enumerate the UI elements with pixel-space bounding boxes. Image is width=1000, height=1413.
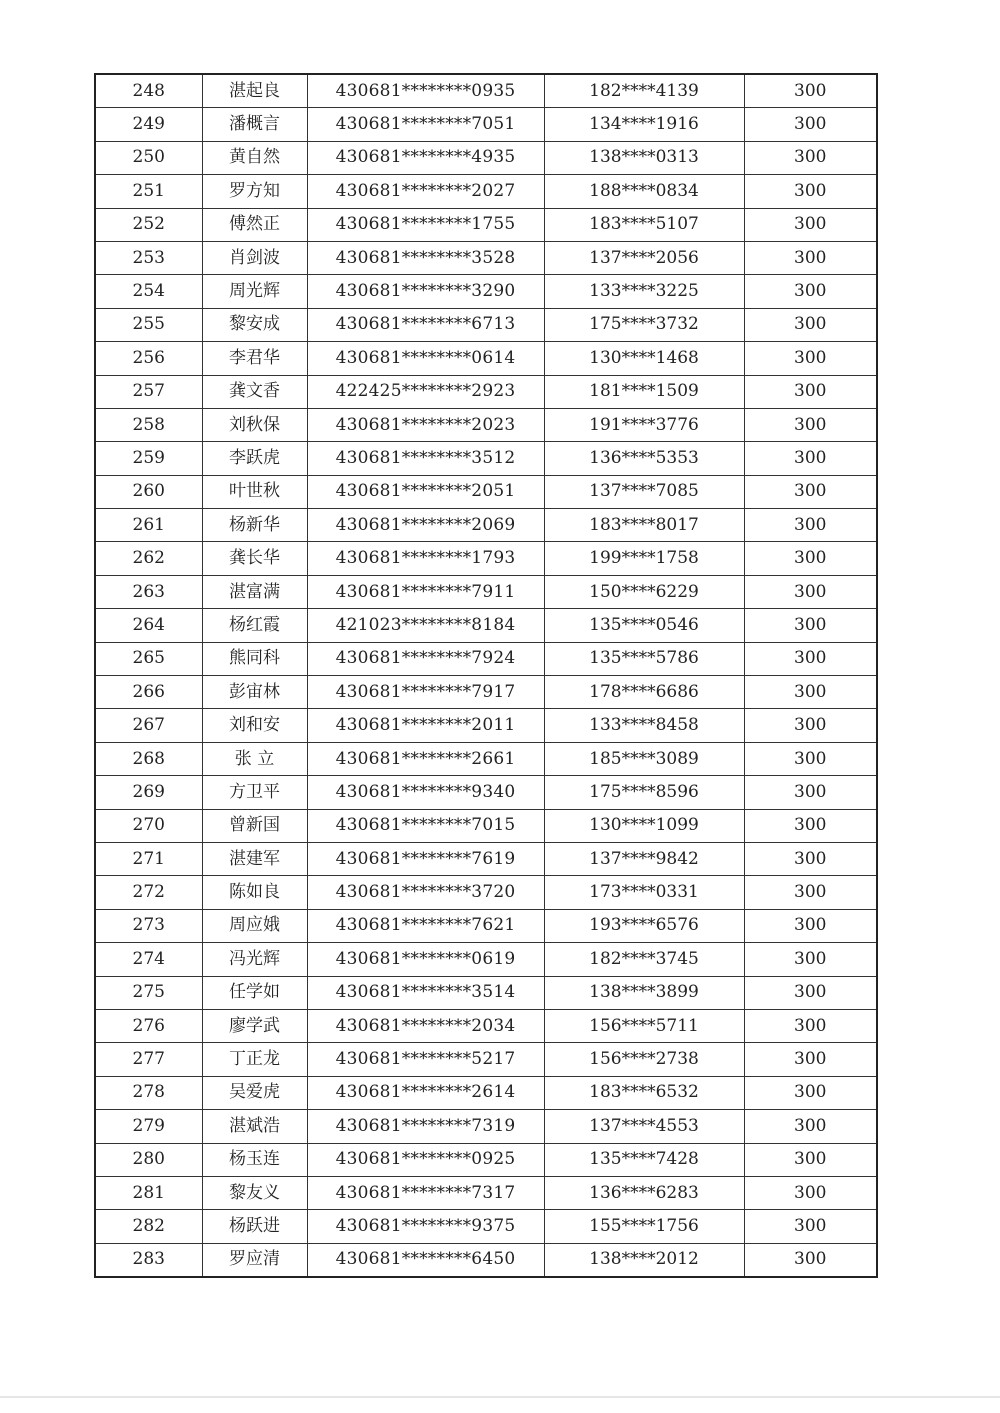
id-number-cell: 430681********3290 xyxy=(307,275,544,308)
amount-cell: 300 xyxy=(744,1110,877,1143)
id-number-cell: 430681********7317 xyxy=(307,1176,544,1209)
phone-cell: 199****1758 xyxy=(544,542,744,575)
id-number-cell: 430681********3528 xyxy=(307,241,544,274)
id-number-cell: 430681********9340 xyxy=(307,776,544,809)
table-row xyxy=(95,742,877,775)
id-number-cell: 430681********7015 xyxy=(307,809,544,842)
name-cell: 熊同科 xyxy=(202,642,307,675)
name-cell: 方卫平 xyxy=(202,776,307,809)
name-cell: 曾新国 xyxy=(202,809,307,842)
amount-cell: 300 xyxy=(744,408,877,441)
phone-cell: 137****2056 xyxy=(544,241,744,274)
phone-cell: 185****3089 xyxy=(544,742,744,775)
row-number-cell: 275 xyxy=(95,976,202,1009)
row-number-cell: 272 xyxy=(95,876,202,909)
row-number-cell: 267 xyxy=(95,709,202,742)
amount-cell: 300 xyxy=(744,1043,877,1076)
table-row xyxy=(95,609,877,642)
name-cell: 龚长华 xyxy=(202,542,307,575)
id-number-cell: 421023********8184 xyxy=(307,609,544,642)
table-row xyxy=(95,542,877,575)
amount-cell: 300 xyxy=(744,976,877,1009)
id-number-cell: 422425********2923 xyxy=(307,375,544,408)
row-number-cell: 254 xyxy=(95,275,202,308)
id-number-cell: 430681********9375 xyxy=(307,1210,544,1243)
table-row xyxy=(95,976,877,1009)
phone-cell: 193****6576 xyxy=(544,909,744,942)
name-cell: 刘秋保 xyxy=(202,408,307,441)
row-number-cell: 271 xyxy=(95,842,202,875)
table-row xyxy=(95,1176,877,1209)
name-cell: 湛富满 xyxy=(202,575,307,608)
phone-cell: 175****3732 xyxy=(544,308,744,341)
amount-cell: 300 xyxy=(744,308,877,341)
amount-cell: 300 xyxy=(744,542,877,575)
amount-cell: 300 xyxy=(744,1243,877,1277)
phone-cell: 183****8017 xyxy=(544,509,744,542)
subsidy-roster-table xyxy=(94,73,878,1278)
phone-cell: 133****8458 xyxy=(544,709,744,742)
name-cell: 冯光辉 xyxy=(202,943,307,976)
name-cell: 周应娥 xyxy=(202,909,307,942)
row-number-cell: 264 xyxy=(95,609,202,642)
table-row xyxy=(95,1243,877,1277)
amount-cell: 300 xyxy=(744,108,877,141)
amount-cell: 300 xyxy=(744,175,877,208)
row-number-cell: 280 xyxy=(95,1143,202,1176)
amount-cell: 300 xyxy=(744,342,877,375)
id-number-cell: 430681********0614 xyxy=(307,342,544,375)
amount-cell: 300 xyxy=(744,676,877,709)
phone-cell: 135****0546 xyxy=(544,609,744,642)
table-row xyxy=(95,809,877,842)
row-number-cell: 279 xyxy=(95,1110,202,1143)
amount-cell: 300 xyxy=(744,742,877,775)
name-cell: 傅然正 xyxy=(202,208,307,241)
amount-cell: 300 xyxy=(744,1009,877,1042)
phone-cell: 137****4553 xyxy=(544,1110,744,1143)
phone-cell: 138****2012 xyxy=(544,1243,744,1277)
phone-cell: 130****1468 xyxy=(544,342,744,375)
amount-cell: 300 xyxy=(744,776,877,809)
id-number-cell: 430681********5217 xyxy=(307,1043,544,1076)
id-number-cell: 430681********2051 xyxy=(307,475,544,508)
row-number-cell: 261 xyxy=(95,509,202,542)
name-cell: 罗方知 xyxy=(202,175,307,208)
phone-cell: 182****3745 xyxy=(544,943,744,976)
phone-cell: 183****6532 xyxy=(544,1076,744,1109)
row-number-cell: 257 xyxy=(95,375,202,408)
row-number-cell: 283 xyxy=(95,1243,202,1277)
table-row xyxy=(95,108,877,141)
name-cell: 李跃虎 xyxy=(202,442,307,475)
row-number-cell: 260 xyxy=(95,475,202,508)
table-row xyxy=(95,74,877,108)
amount-cell: 300 xyxy=(744,943,877,976)
amount-cell: 300 xyxy=(744,809,877,842)
table-row xyxy=(95,1210,877,1243)
id-number-cell: 430681********7619 xyxy=(307,842,544,875)
id-number-cell: 430681********2027 xyxy=(307,175,544,208)
table-row xyxy=(95,842,877,875)
phone-cell: 188****0834 xyxy=(544,175,744,208)
id-number-cell: 430681********0619 xyxy=(307,943,544,976)
name-cell: 陈如良 xyxy=(202,876,307,909)
phone-cell: 156****5711 xyxy=(544,1009,744,1042)
id-number-cell: 430681********1793 xyxy=(307,542,544,575)
row-number-cell: 278 xyxy=(95,1076,202,1109)
name-cell: 任学如 xyxy=(202,976,307,1009)
name-cell: 廖学武 xyxy=(202,1009,307,1042)
row-number-cell: 251 xyxy=(95,175,202,208)
phone-cell: 136****5353 xyxy=(544,442,744,475)
name-cell: 杨新华 xyxy=(202,509,307,542)
name-cell: 罗应清 xyxy=(202,1243,307,1277)
row-number-cell: 266 xyxy=(95,676,202,709)
row-number-cell: 252 xyxy=(95,208,202,241)
table-row xyxy=(95,408,877,441)
name-cell: 周光辉 xyxy=(202,275,307,308)
phone-cell: 191****3776 xyxy=(544,408,744,441)
table-row xyxy=(95,709,877,742)
name-cell: 杨玉连 xyxy=(202,1143,307,1176)
name-cell: 黄自然 xyxy=(202,141,307,174)
name-cell: 湛建军 xyxy=(202,842,307,875)
id-number-cell: 430681********2069 xyxy=(307,509,544,542)
phone-cell: 130****1099 xyxy=(544,809,744,842)
id-number-cell: 430681********4935 xyxy=(307,141,544,174)
id-number-cell: 430681********7051 xyxy=(307,108,544,141)
phone-cell: 137****7085 xyxy=(544,475,744,508)
id-number-cell: 430681********7621 xyxy=(307,909,544,942)
phone-cell: 156****2738 xyxy=(544,1043,744,1076)
name-cell: 湛起良 xyxy=(202,74,307,108)
phone-cell: 150****6229 xyxy=(544,575,744,608)
phone-cell: 155****1756 xyxy=(544,1210,744,1243)
name-cell: 潘概言 xyxy=(202,108,307,141)
amount-cell: 300 xyxy=(744,141,877,174)
name-cell: 丁正龙 xyxy=(202,1043,307,1076)
name-cell: 刘和安 xyxy=(202,709,307,742)
row-number-cell: 265 xyxy=(95,642,202,675)
id-number-cell: 430681********2661 xyxy=(307,742,544,775)
table-row xyxy=(95,241,877,274)
id-number-cell: 430681********2023 xyxy=(307,408,544,441)
table-row xyxy=(95,342,877,375)
id-number-cell: 430681********7917 xyxy=(307,676,544,709)
table-row xyxy=(95,141,877,174)
amount-cell: 300 xyxy=(744,642,877,675)
table-row xyxy=(95,776,877,809)
row-number-cell: 259 xyxy=(95,442,202,475)
amount-cell: 300 xyxy=(744,442,877,475)
page-bottom-edge xyxy=(0,1396,1000,1398)
phone-cell: 183****5107 xyxy=(544,208,744,241)
id-number-cell: 430681********2614 xyxy=(307,1076,544,1109)
id-number-cell: 430681********0935 xyxy=(307,74,544,108)
id-number-cell: 430681********0925 xyxy=(307,1143,544,1176)
phone-cell: 133****3225 xyxy=(544,275,744,308)
phone-cell: 135****7428 xyxy=(544,1143,744,1176)
amount-cell: 300 xyxy=(744,842,877,875)
id-number-cell: 430681********7924 xyxy=(307,642,544,675)
phone-cell: 181****1509 xyxy=(544,375,744,408)
row-number-cell: 256 xyxy=(95,342,202,375)
roster-body xyxy=(95,74,877,1277)
table-row xyxy=(95,1110,877,1143)
table-row xyxy=(95,909,877,942)
row-number-cell: 281 xyxy=(95,1176,202,1209)
table-row xyxy=(95,308,877,341)
name-cell: 彭宙林 xyxy=(202,676,307,709)
row-number-cell: 268 xyxy=(95,742,202,775)
table-row xyxy=(95,275,877,308)
amount-cell: 300 xyxy=(744,1143,877,1176)
table-row xyxy=(95,876,877,909)
phone-cell: 135****5786 xyxy=(544,642,744,675)
name-cell: 湛斌浩 xyxy=(202,1110,307,1143)
table-row xyxy=(95,1076,877,1109)
table-row xyxy=(95,208,877,241)
amount-cell: 300 xyxy=(744,909,877,942)
row-number-cell: 274 xyxy=(95,943,202,976)
amount-cell: 300 xyxy=(744,609,877,642)
table-row xyxy=(95,575,877,608)
row-number-cell: 273 xyxy=(95,909,202,942)
id-number-cell: 430681********2011 xyxy=(307,709,544,742)
name-cell: 黎安成 xyxy=(202,308,307,341)
name-cell: 龚文香 xyxy=(202,375,307,408)
name-cell: 黎友义 xyxy=(202,1176,307,1209)
phone-cell: 136****6283 xyxy=(544,1176,744,1209)
phone-cell: 173****0331 xyxy=(544,876,744,909)
id-number-cell: 430681********6450 xyxy=(307,1243,544,1277)
name-cell: 杨跃进 xyxy=(202,1210,307,1243)
row-number-cell: 258 xyxy=(95,408,202,441)
amount-cell: 300 xyxy=(744,74,877,108)
id-number-cell: 430681********3514 xyxy=(307,976,544,1009)
id-number-cell: 430681********3512 xyxy=(307,442,544,475)
name-cell: 吴爱虎 xyxy=(202,1076,307,1109)
row-number-cell: 276 xyxy=(95,1009,202,1042)
id-number-cell: 430681********6713 xyxy=(307,308,544,341)
amount-cell: 300 xyxy=(744,1176,877,1209)
row-number-cell: 250 xyxy=(95,141,202,174)
phone-cell: 137****9842 xyxy=(544,842,744,875)
id-number-cell: 430681********3720 xyxy=(307,876,544,909)
phone-cell: 178****6686 xyxy=(544,676,744,709)
row-number-cell: 248 xyxy=(95,74,202,108)
amount-cell: 300 xyxy=(744,876,877,909)
phone-cell: 138****0313 xyxy=(544,141,744,174)
row-number-cell: 262 xyxy=(95,542,202,575)
table-row xyxy=(95,676,877,709)
amount-cell: 300 xyxy=(744,475,877,508)
row-number-cell: 263 xyxy=(95,575,202,608)
row-number-cell: 282 xyxy=(95,1210,202,1243)
amount-cell: 300 xyxy=(744,1076,877,1109)
amount-cell: 300 xyxy=(744,575,877,608)
row-number-cell: 270 xyxy=(95,809,202,842)
name-cell: 李君华 xyxy=(202,342,307,375)
table-row xyxy=(95,442,877,475)
id-number-cell: 430681********1755 xyxy=(307,208,544,241)
id-number-cell: 430681********7911 xyxy=(307,575,544,608)
row-number-cell: 249 xyxy=(95,108,202,141)
name-cell: 肖剑波 xyxy=(202,241,307,274)
id-number-cell: 430681********2034 xyxy=(307,1009,544,1042)
phone-cell: 175****8596 xyxy=(544,776,744,809)
name-cell: 张 立 xyxy=(202,742,307,775)
phone-cell: 138****3899 xyxy=(544,976,744,1009)
phone-cell: 134****1916 xyxy=(544,108,744,141)
amount-cell: 300 xyxy=(744,1210,877,1243)
amount-cell: 300 xyxy=(744,375,877,408)
id-number-cell: 430681********7319 xyxy=(307,1110,544,1143)
row-number-cell: 277 xyxy=(95,1043,202,1076)
row-number-cell: 255 xyxy=(95,308,202,341)
table-row xyxy=(95,1043,877,1076)
name-cell: 杨红霞 xyxy=(202,609,307,642)
table-row xyxy=(95,1009,877,1042)
amount-cell: 300 xyxy=(744,208,877,241)
amount-cell: 300 xyxy=(744,241,877,274)
table-row xyxy=(95,642,877,675)
table-row xyxy=(95,475,877,508)
phone-cell: 182****4139 xyxy=(544,74,744,108)
row-number-cell: 269 xyxy=(95,776,202,809)
table-row xyxy=(95,375,877,408)
row-number-cell: 253 xyxy=(95,241,202,274)
table-row xyxy=(95,1143,877,1176)
table-row xyxy=(95,943,877,976)
amount-cell: 300 xyxy=(744,275,877,308)
name-cell: 叶世秋 xyxy=(202,475,307,508)
table-row xyxy=(95,175,877,208)
amount-cell: 300 xyxy=(744,509,877,542)
table-row xyxy=(95,509,877,542)
amount-cell: 300 xyxy=(744,709,877,742)
